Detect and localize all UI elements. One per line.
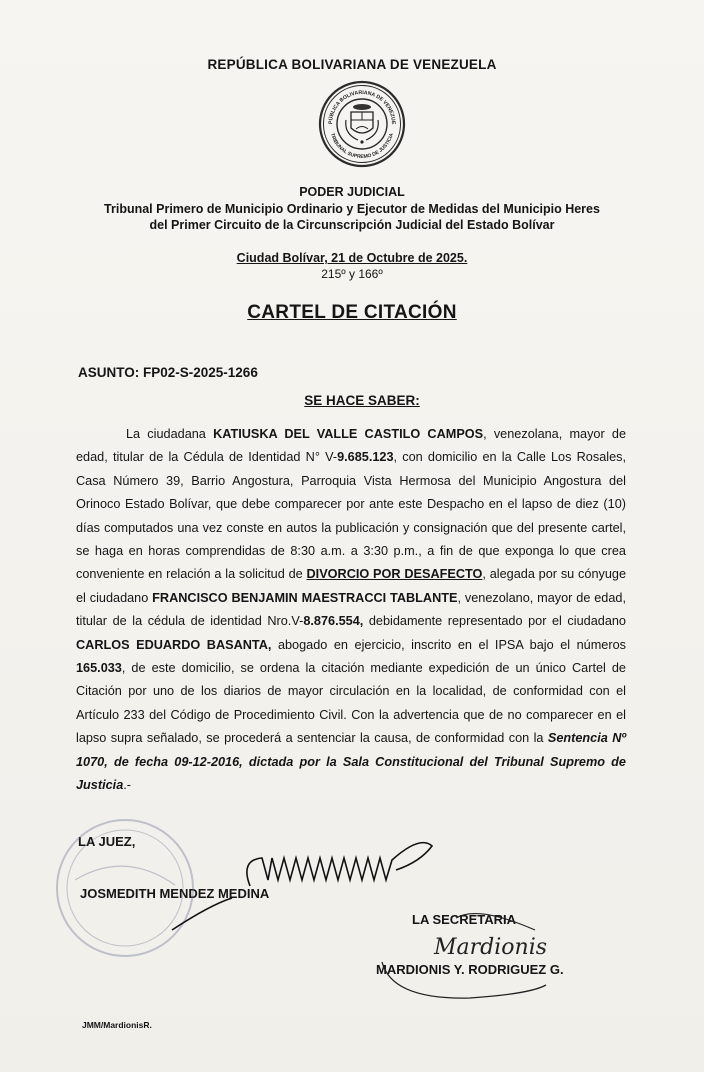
- years-line: 215º y 166º: [321, 267, 383, 281]
- body-text-3: , con domicilio en la Calle Los Rosales, Casa Número 39, Barrio Angostura, Parroquia Vista Hermosa del Municipio Angostura del Orinoco Estado Bolívar, que debe comparecer por ante este Despacho en el lapso de diez (10) días computados una vez conste en autos la publicación y consignación que del presente cartel, se haga en horas comprendidas de 8:30 a.m. a 3:30 p.m., a fin de que exponga lo que crea conveniente en relación a la solicitud de: [76, 450, 626, 582]
- body-text-5: , venezolano, mayor de edad, titular de la cédula de identidad Nro.V-: [76, 590, 626, 629]
- tribunal-line-2: del Primer Circuito de la Circunscripción Judicial del Estado Bolívar: [149, 218, 555, 232]
- ipsa-number: 165.033: [76, 661, 122, 676]
- citation-body: [76, 423, 626, 798]
- body-text-7: abogado en ejercicio, inscrito en el IPSA bajo el números: [271, 637, 626, 652]
- initials-footer: JMM/MardionisR.: [82, 1020, 152, 1030]
- tribunal-line-1: Tribunal Primero de Municipio Ordinario y Ejecutor de Medidas del Municipio Heres: [104, 202, 600, 216]
- juez-label: LA JUEZ,: [78, 834, 136, 849]
- body-text-1: La ciudadana: [126, 427, 214, 441]
- sentencia-reference: Sentencia Nº 1070, de fecha 09-12-2016, dictada por la Sala Constitucional del Tribunal Supremo de Justicia: [76, 731, 627, 793]
- juez-name: JOSMEDITH MENDEZ MEDINA: [80, 886, 270, 901]
- republic-heading: REPÚBLICA BOLIVARIANA DE VENEZUELA: [207, 57, 497, 72]
- document-title: CARTEL DE CITACIÓN: [247, 302, 457, 323]
- request-type: DIVORCIO POR DESAFECTO: [306, 567, 483, 582]
- lawyer-name: CARLOS EDUARDO BASANTA,: [76, 637, 272, 652]
- secretaria-name: MARDIONIS Y. RODRIGUEZ G.: [376, 962, 564, 977]
- spouse-id: 8.876.554,: [303, 614, 364, 629]
- se-hace-saber-heading: SE HACE SABER:: [304, 393, 420, 408]
- city-date: Ciudad Bolívar, 21 de Octubre de 2025.: [236, 251, 468, 265]
- defendant-name: KATIUSKA DEL VALLE CASTILO CAMPOS: [213, 427, 484, 441]
- body-text-9: .-: [123, 778, 132, 793]
- poder-judicial-heading: PODER JUDICIAL: [299, 185, 405, 199]
- svg-text:Mardionis: Mardionis: [434, 935, 548, 960]
- body-text-4: , alegada por su cónyuge el ciudadano: [76, 567, 627, 605]
- secretaria-label: LA SECRETARIA: [412, 912, 516, 927]
- court-seal-icon: [318, 80, 406, 168]
- body-text-6: debidamente representado por el ciudadano: [363, 614, 626, 629]
- spouse-name: FRANCISCO BENJAMIN MAESTRACCI TABLANTE: [152, 590, 458, 605]
- asunto-line: ASUNTO: FP02-S-2025-1266: [78, 365, 258, 380]
- svg-text:REPÚBLICA BOLIVARIANA DE VENEZ: PÚBLICA BOLIVARIANA DE VENEZUE: [327, 89, 397, 125]
- body-text-2: , venezolana, mayor de edad, titular de la Cédula de Identidad N° V-: [76, 427, 627, 465]
- body-text-8: , de este domicilio, se ordena la citación mediante expedición de un único Cartel de Citación por uno de los diarios de mayor circulación en la localidad, de conformidad con el Artículo 233 del Código de Procedimiento Civil. Con la advertencia que de no comparecer en el lapso supra señalado, se procederá a sentenciar la causa, de conformidad con la: [76, 661, 626, 746]
- defendant-id: 9.685.123: [337, 450, 394, 465]
- svg-text:TRIBUNAL SUPREMO DE JUSTICIA: TRIBUNAL SUPREMO DE JUSTICIA: [328, 132, 396, 161]
